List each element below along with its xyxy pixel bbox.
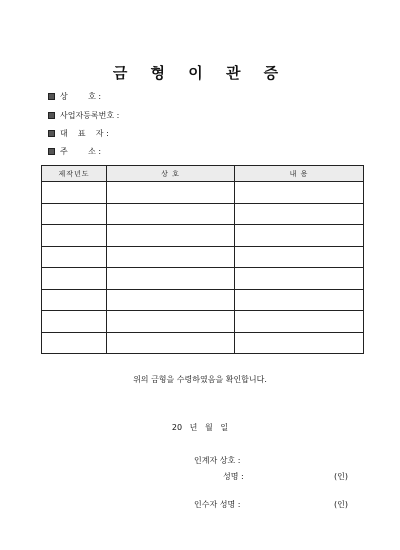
field-address [48, 147, 101, 157]
table-cell [107, 311, 235, 333]
table-cell [235, 332, 364, 354]
table-cell [235, 268, 364, 290]
header-company: 상 호 [107, 166, 235, 182]
table-cell [235, 182, 364, 204]
transferor-seal-mark: (인) [334, 472, 348, 481]
document-title: 금 형 이 관 증 [112, 64, 288, 82]
table-row [42, 203, 364, 225]
table-cell [235, 203, 364, 225]
header-year: 제작년도 [42, 166, 107, 182]
transferor-company-label: 인계자 상호 : [194, 456, 241, 465]
table-cell [42, 268, 107, 290]
table-cell [42, 332, 107, 354]
field-representative [48, 129, 109, 139]
receiver-seal-mark: (인) [334, 500, 348, 509]
date-line: 20 년 월 일 [171, 423, 229, 432]
table-cell [107, 246, 235, 268]
table-cell [107, 268, 235, 290]
table-cell [107, 332, 235, 354]
table-cell [107, 182, 235, 204]
table-cell [107, 289, 235, 311]
table-cell [107, 225, 235, 247]
table-cell [42, 311, 107, 333]
table-cell [42, 203, 107, 225]
field-label: 주 소 : [60, 147, 102, 156]
table-cell [107, 203, 235, 225]
field-company [48, 92, 101, 102]
transferor-name-label: 성명 : [223, 472, 244, 481]
table-row [42, 332, 364, 354]
table-row [42, 268, 364, 290]
table-cell [42, 182, 107, 204]
square-bullet-icon [48, 112, 55, 119]
table-row [42, 289, 364, 311]
field-business-number [48, 111, 119, 121]
mold-table [41, 165, 364, 354]
field-label: 상 호 : [60, 92, 102, 101]
square-bullet-icon [48, 93, 55, 100]
square-bullet-icon [48, 148, 55, 155]
table-row [42, 246, 364, 268]
table-header-row [42, 166, 364, 182]
confirmation-text: 위의 금형을 수령하였음을 확인합니다. [133, 375, 267, 384]
table-row [42, 182, 364, 204]
table-cell [235, 225, 364, 247]
table-cell [42, 289, 107, 311]
table-cell [235, 311, 364, 333]
table-cell [42, 225, 107, 247]
header-content: 내 용 [235, 166, 364, 182]
table-cell [235, 246, 364, 268]
field-label: 사업자등록번호 : [60, 111, 120, 120]
square-bullet-icon [48, 130, 55, 137]
table-cell [235, 289, 364, 311]
table-row [42, 311, 364, 333]
table-row [42, 225, 364, 247]
field-label: 대 표 자 : [60, 129, 109, 138]
receiver-name-label: 인수자 성명 : [194, 500, 241, 509]
table-cell [42, 246, 107, 268]
